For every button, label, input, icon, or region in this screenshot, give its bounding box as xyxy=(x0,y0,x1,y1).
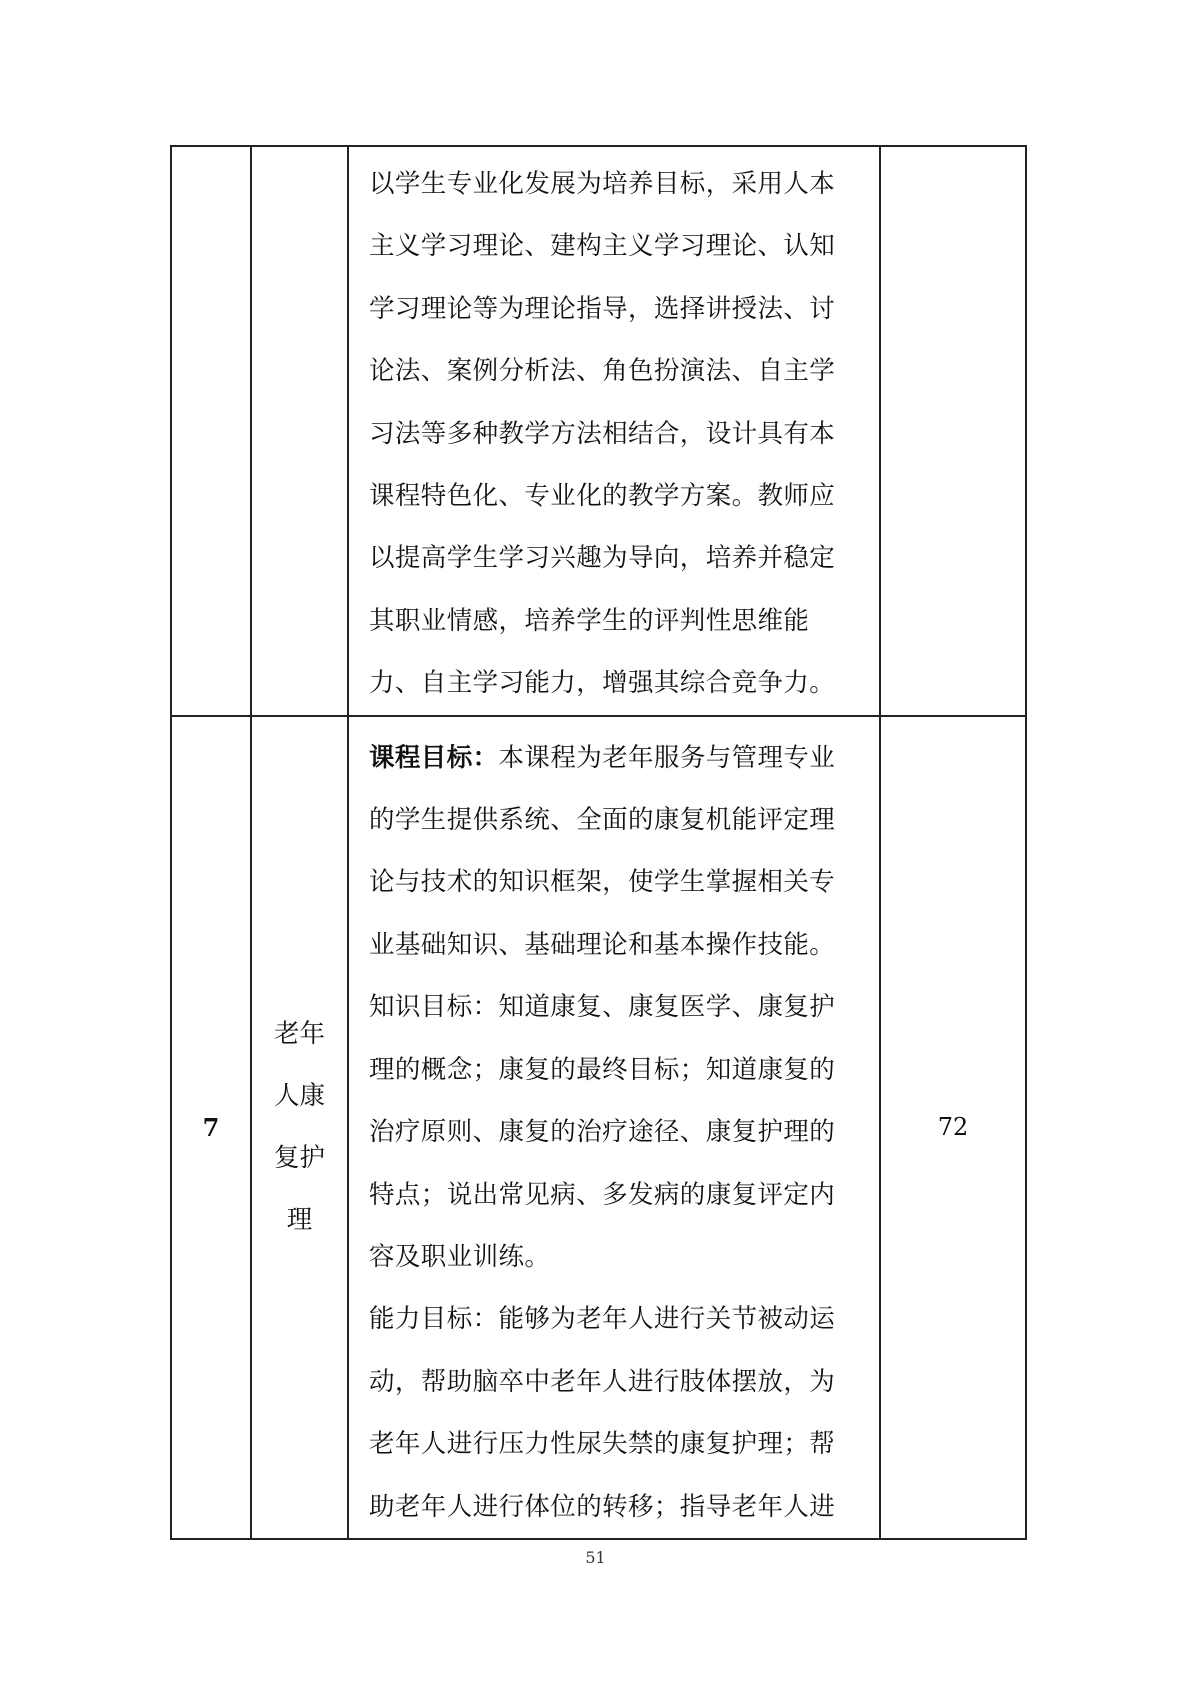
course-hours xyxy=(880,146,1026,716)
course-goal-text: 本课程为老年服务与管理专业的学生提供系统、全面的康复机能评定理论与技术的知识框架，使学生掌握相关专业基础知识、基础理论和基本操作技能。 xyxy=(369,742,836,960)
course-name xyxy=(251,716,348,1539)
row-number: 7 xyxy=(171,716,251,1539)
row-number xyxy=(171,146,251,716)
course-name-line: 人康 xyxy=(273,1081,325,1112)
table-row xyxy=(171,146,1026,716)
course-table xyxy=(170,145,1027,1540)
course-name-line: 复护 xyxy=(273,1143,325,1174)
course-goal-label: 课程目标： xyxy=(369,742,499,773)
knowledge-goal-paragraph: 知识目标：知道康复、康复医学、康复护理的概念；康复的最终目标；知道康复的治疗原则、康复的治疗途径、康复护理的特点；说出常见病、多发病的康复评定内容及职业训练。 xyxy=(369,992,836,1272)
course-hours: 72 xyxy=(880,716,1026,1539)
course-goal-paragraph xyxy=(369,727,859,977)
course-content xyxy=(348,146,880,716)
course-name xyxy=(251,146,348,716)
course-name-line: 老年 xyxy=(273,1019,325,1050)
course-name-line: 理 xyxy=(286,1205,313,1236)
course-content xyxy=(348,716,880,1539)
ability-goal-paragraph: 能力目标：能够为老年人进行关节被动运动，帮助脑卒中老年人进行肢体摆放，为老年人进行压力性尿失禁的康复护理；帮助老年人进行体位的转移；指导老年人进 xyxy=(369,1304,836,1522)
table-row xyxy=(171,716,1026,1539)
page-number: 51 xyxy=(585,1548,606,1567)
teaching-method-paragraph: 以学生专业化发展为培养目标，采用人本主义学习理论、建构主义学习理论、认知学习理论等为理论指导，选择讲授法、讨论法、案例分析法、角色扮演法、自主学习法等多种教学方法相结合，设计具有本课程特色化、专业化的教学方案。教师应以提高学生学习兴趣为导向，培养并稳定其职业情感，培养学生的评判性思维能力、自主学习能力，增强其综合竞争力。 xyxy=(369,169,836,699)
